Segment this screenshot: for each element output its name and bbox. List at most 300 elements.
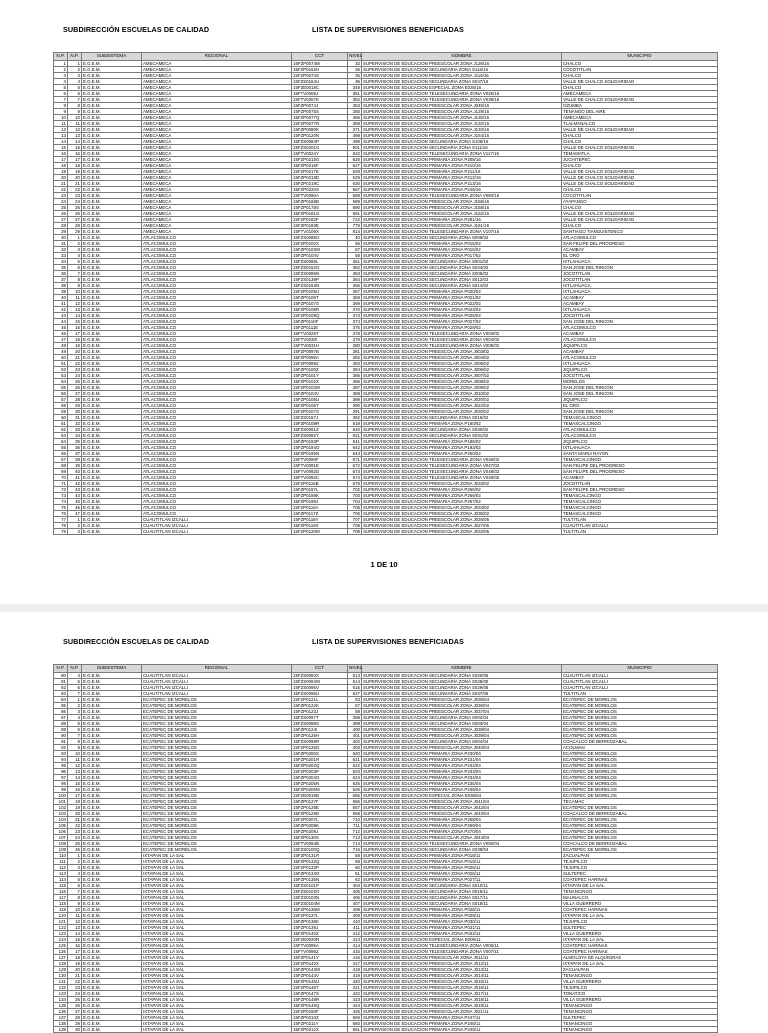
cell-regional: ATLACOMULCO [142, 492, 292, 498]
cell-nivel: 385 [348, 372, 362, 378]
cell-np: 23 [54, 192, 68, 198]
cell-nombre: SUPERVISION DE EDUCACION PREESCOLAR ZONA J006/02 [362, 366, 562, 372]
cell-cct: 15FZP0124I [292, 726, 348, 732]
cell-np-regional: 21 [68, 354, 82, 360]
cell-regional: CUAUTITLAN IZCALLI [142, 678, 292, 684]
cell-cct: 15FTV0030I [292, 336, 348, 342]
column-header-regional: REGIONAL [142, 53, 292, 61]
cell-cct: 15FZP0119X [292, 522, 348, 528]
cell-cct: 15FZP0133P [292, 864, 348, 870]
cell-nivel: 660 [348, 1020, 362, 1026]
cell-np: 120 [54, 912, 68, 918]
cell-regional: ATLACOMULCO [142, 246, 292, 252]
cell-np-regional: 14 [68, 138, 82, 144]
cell-nivel: 62 [348, 876, 362, 882]
cell-regional: AMECAMECA [142, 102, 292, 108]
cell-cct: 15FZS0201G [292, 144, 348, 150]
cell-cct: 15FZS0104M [292, 900, 348, 906]
table-row [54, 486, 718, 492]
cell-np: 80 [54, 672, 68, 678]
cell-nivel: 362 [348, 264, 362, 270]
cell-regional: AMECAMECA [142, 90, 292, 96]
cell-subsistema: E.G.E.M. [82, 846, 142, 852]
cell-np-regional: 21 [68, 972, 82, 978]
cell-cct: 15FTV0057K [292, 96, 348, 102]
cell-municipio: ACAMBAY [562, 300, 718, 306]
cell-nombre: SUPERVISION DE EDUCACION PRIMARIA ZONA P160/02 [362, 420, 562, 426]
cell-nombre: SUPERVISION DE EDUCACION TELESECUNDARIA ZONA V047/02 [362, 462, 562, 468]
cell-cct: 15FZP0118Y [292, 516, 348, 522]
cell-np: 138 [54, 1020, 68, 1026]
cell-regional: AMECAMECA [142, 168, 292, 174]
cell-np: 41 [54, 300, 68, 306]
cell-regional: ECATEPEC DE MORELOS [142, 828, 292, 834]
cell-municipio: ATLACOMULCO [562, 354, 718, 360]
cell-np: 79 [54, 528, 68, 534]
cell-cct: 15FZP0142X [292, 960, 348, 966]
cell-np: 76 [54, 510, 68, 516]
cell-np: 6 [54, 90, 68, 96]
cell-regional: ATLACOMULCO [142, 504, 292, 510]
cell-nivel: 367 [348, 288, 362, 294]
cell-regional: ATLACOMULCO [142, 456, 292, 462]
cell-cct: 15FZS0086N [292, 270, 348, 276]
cell-np-regional: 11 [68, 756, 82, 762]
cell-nivel: 59 [348, 858, 362, 864]
cell-regional: ATLACOMULCO [142, 480, 292, 486]
cell-regional: AMECAMECA [142, 198, 292, 204]
cell-nivel: 415 [348, 948, 362, 954]
cell-subsistema: E.G.E.M. [82, 1008, 142, 1014]
cell-nombre: SUPERVISION DE EDUCACION SECUNDARIA ZONA S037/05 [362, 690, 562, 696]
cell-cct: 15FZS0097T [292, 714, 348, 720]
cell-np: 112 [54, 864, 68, 870]
cell-nivel: 388 [348, 390, 362, 396]
cell-regional: CUAUTITLAN IZCALLI [142, 684, 292, 690]
cell-regional: IXTAPAN DE LA SAL [142, 1014, 292, 1020]
cell-nivel: 622 [348, 762, 362, 768]
cell-subsistema: E.G.E.M. [82, 258, 142, 264]
cell-municipio: MORELOS [562, 378, 718, 384]
cell-nivel: 420 [348, 978, 362, 984]
cell-nombre: SUPERVISION DE EDUCACION PREESCOLAR ZONA J009/02 [362, 384, 562, 390]
cell-nombre: SUPERVISION DE EDUCACION TELESECUNDARIA ZONA V046/02 [362, 456, 562, 462]
cell-subsistema: E.G.E.M. [82, 870, 142, 876]
cell-np-regional: 10 [68, 750, 82, 756]
cell-nombre: SUPERVISION DE EDUCACION SECUNDARIA ZONA S006/02 [362, 270, 562, 276]
cell-subsistema: E.G.E.M. [82, 960, 142, 966]
cell-nivel: 404 [348, 882, 362, 888]
cell-municipio: CHALCO [562, 132, 718, 138]
cell-municipio: VALLE DE CHALCO SOLIDARIDAD [562, 96, 718, 102]
table-header-row [54, 53, 718, 61]
cell-regional: IXTAPAN DE LA SAL [142, 990, 292, 996]
cell-nivel: 411 [348, 924, 362, 930]
cell-np: 115 [54, 882, 68, 888]
column-header-municipio: MUNICIPIO [562, 53, 718, 61]
cell-np-regional: 13 [68, 306, 82, 312]
cell-np: 10 [54, 114, 68, 120]
cell-np-regional: 29 [68, 402, 82, 408]
cell-cct: 15FZP0126G [292, 744, 348, 750]
cell-nivel: 387 [348, 384, 362, 390]
cell-nivel: 621 [348, 756, 362, 762]
cell-nivel: 56 [348, 240, 362, 246]
cell-np-regional: 29 [68, 1020, 82, 1026]
cell-nombre: SUPERVISION DE EDUCACION SECUNDARIA ZONA S016/02 [362, 414, 562, 420]
cell-nivel: 714 [348, 840, 362, 846]
cell-regional: IXTAPAN DE LA SAL [142, 942, 292, 948]
cell-np: 95 [54, 762, 68, 768]
cell-municipio: CUAUTITLAN IZCALLI [562, 684, 718, 690]
cell-nivel: 689 [348, 198, 362, 204]
cell-subsistema: E.G.E.M. [82, 990, 142, 996]
cell-np: 38 [54, 282, 68, 288]
cell-nombre: SUPERVISION DE EDUCACION PRIMARIA ZONA P020/02 [362, 288, 562, 294]
cell-np: 92 [54, 744, 68, 750]
cell-nombre: SUPERVISION DE EDUCACION PRIMARIA ZONA P233/04 [362, 768, 562, 774]
cell-subsistema: E.G.E.M. [82, 186, 142, 192]
cell-np-regional: 2 [68, 702, 82, 708]
cell-np-regional: 13 [68, 768, 82, 774]
cell-municipio: CHALCO [562, 204, 718, 210]
cell-np: 105 [54, 822, 68, 828]
cell-nivel: 419 [348, 972, 362, 978]
cell-np-regional: 1 [68, 60, 82, 66]
cell-nivel: 627 [348, 162, 362, 168]
cell-municipio: TENANCINGO [562, 972, 718, 978]
cell-regional: ATLACOMULCO [142, 288, 292, 294]
cell-subsistema: E.G.E.M. [82, 852, 142, 858]
cell-municipio: ACAMBAY [562, 246, 718, 252]
cell-subsistema: E.G.E.M. [82, 504, 142, 510]
cell-np: 30 [54, 234, 68, 240]
cell-cct: 15FZP0101Y [292, 372, 348, 378]
cell-regional: IXTAPAN DE LA SAL [142, 918, 292, 924]
cell-nombre: SUPERVISION DE EDUCACION PRIMARIA ZONA P193/02 [362, 444, 562, 450]
cell-subsistema: E.G.E.M. [82, 168, 142, 174]
cell-regional: AMECAMECA [142, 156, 292, 162]
cell-municipio: TENANCINGO [562, 1026, 718, 1032]
cell-cct: 15FTV0109X [292, 228, 348, 234]
cell-regional: ATLACOMULCO [142, 408, 292, 414]
cell-np-regional: 2 [68, 66, 82, 72]
cell-subsistema: E.G.E.M. [82, 462, 142, 468]
cell-municipio: SAN JOSE DEL RINCON [562, 408, 718, 414]
cell-np: 125 [54, 942, 68, 948]
cell-subsistema: E.G.E.M. [82, 150, 142, 156]
cell-subsistema: E.G.E.M. [82, 288, 142, 294]
cell-nombre: SUPERVISION DE EDUCACION PREESCOLAR ZONA J017/11 [362, 990, 562, 996]
cell-np-regional: 27 [68, 1008, 82, 1014]
cell-np: 116 [54, 888, 68, 894]
cell-regional: ATLACOMULCO [142, 444, 292, 450]
cell-cct: 15FZP0218D [292, 174, 348, 180]
cell-regional: AMECAMECA [142, 72, 292, 78]
cell-nivel: 351 [348, 90, 362, 96]
cell-subsistema: E.G.E.M. [82, 294, 142, 300]
cell-regional: ATLACOMULCO [142, 264, 292, 270]
cell-nombre: SUPERVISION DE EDUCACION PRIMARIA ZONA P268/04 [362, 816, 562, 822]
cell-np: 82 [54, 684, 68, 690]
cell-subsistema: E.G.E.M. [82, 672, 142, 678]
cell-regional: CUAUTITLAN IZCALLI [142, 522, 292, 528]
cell-np: 117 [54, 894, 68, 900]
cell-nombre: SUPERVISION DE EDUCACION PREESCOLAR ZONA J007/02 [362, 372, 562, 378]
cell-subsistema: E.G.E.M. [82, 834, 142, 840]
cell-nombre: SUPERVISION DE EDUCACION PREESCOLAR ZONA J116/16 [362, 72, 562, 78]
cell-np-regional: 5 [68, 258, 82, 264]
cell-nombre: SUPERVISION DE EDUCACION PREESCOLAR ZONA J003/02 [362, 348, 562, 354]
cell-np-regional: 45 [68, 498, 82, 504]
cell-np: 55 [54, 384, 68, 390]
cell-cct: 15FZP0074M [292, 60, 348, 66]
cell-np: 75 [54, 504, 68, 510]
cell-subsistema: E.G.E.M. [82, 822, 142, 828]
cell-np-regional: 11 [68, 120, 82, 126]
cell-nivel: 621 [348, 432, 362, 438]
cell-nivel: 657 [348, 186, 362, 192]
cell-nombre: SUPERVISION DE EDUCACION PRIMARIA ZONA P211/16 [362, 168, 562, 174]
cell-nivel: 390 [348, 402, 362, 408]
cell-nombre: SUPERVISION DE EDUCACION PREESCOLAR ZONA J034/02 [362, 504, 562, 510]
cell-subsistema: E.G.E.M. [82, 438, 142, 444]
cell-subsistema: E.G.E.M. [82, 882, 142, 888]
cell-regional: ATLACOMULCO [142, 402, 292, 408]
cell-municipio: ATLACOMULCO [562, 426, 718, 432]
cell-nombre: SUPERVISION DE EDUCACION SECUNDARIA ZONA S030/02 [362, 426, 562, 432]
cell-nombre: SUPERVISION DE EDUCACION PREESCOLAR ZONA J154/16 [362, 132, 562, 138]
cell-np-regional: 18 [68, 336, 82, 342]
cell-regional: IXTAPAN DE LA SAL [142, 936, 292, 942]
cell-nombre: SUPERVISION DE EDUCACION PRIMARIA ZONA P208/16 [362, 156, 562, 162]
cell-np-regional: 19 [68, 168, 82, 174]
cell-subsistema: E.G.E.M. [82, 732, 142, 738]
cell-regional: ATLACOMULCO [142, 306, 292, 312]
cell-municipio: COATEPEC HARINAS [562, 948, 718, 954]
cell-np-regional: 20 [68, 174, 82, 180]
cell-cct: 15FZP0136M [292, 906, 348, 912]
cell-cct: 15FTV0029T [292, 330, 348, 336]
cell-regional: ECATEPEC DE MORELOS [142, 732, 292, 738]
cell-cct: 15FZP0110F [292, 318, 348, 324]
cell-nivel: 36 [348, 66, 362, 72]
cell-municipio: SAN JOSE DEL RINCON [562, 264, 718, 270]
cell-cct: 15FZP0220S [292, 186, 348, 192]
cell-np: 94 [54, 756, 68, 762]
cell-np-regional: 7 [68, 888, 82, 894]
cell-np-regional: 16 [68, 786, 82, 792]
cell-nivel: 705 [348, 504, 362, 510]
cell-municipio: AMECAMECA [562, 114, 718, 120]
cell-nombre: SUPERVISION DE EDUCACION SECUNDARIA ZONA S047/16 [362, 78, 562, 84]
cell-nivel: 418 [348, 966, 362, 972]
cell-regional: ATLACOMULCO [142, 270, 292, 276]
cell-regional: CUAUTITLAN IZCALLI [142, 528, 292, 534]
cell-nombre: SUPERVISION DE EDUCACION TELESECUNDARIA ZONA V117/16 [362, 150, 562, 156]
cell-nombre: SUPERVISION DE EDUCACION PRIMARIA ZONA P246/16 [362, 186, 562, 192]
column-header-nombre: NOMBRE [362, 53, 562, 61]
page-header-left: SUBDIRECCIÓN ESCUELAS DE CALIDAD [63, 25, 210, 34]
cell-nombre: SUPERVISION DE EDUCACION PRIMARIA ZONA P231/04 [362, 756, 562, 762]
cell-regional: IXTAPAN DE LA SAL [142, 912, 292, 918]
cell-subsistema: E.G.E.M. [82, 354, 142, 360]
cell-municipio: ECATEPEC DE MORELOS [562, 804, 718, 810]
cell-cct: 15FZP0131R [292, 852, 348, 858]
cell-regional: IXTAPAN DE LA SAL [142, 882, 292, 888]
table-body [54, 60, 718, 534]
cell-nombre: SUPERVISION DE EDUCACION PREESCOLAR ZONA J011/11 [362, 954, 562, 960]
cell-municipio: ACAMBAY [562, 348, 718, 354]
cell-nombre: SUPERVISION DE EDUCACION PRIMARIA ZONA P025/11 [362, 864, 562, 870]
cell-subsistema: E.G.E.M. [82, 282, 142, 288]
cell-nivel: 601 [348, 144, 362, 150]
cell-nombre: SUPERVISION DE EDUCACION PRIMARIA ZONA P032/11 [362, 930, 562, 936]
document-page-2 [0, 612, 768, 1032]
cell-np: 137 [54, 1014, 68, 1020]
cell-nombre: SUPERVISION DE EDUCACION PREESCOLAR ZONA J020/02 [362, 396, 562, 402]
cell-np: 67 [54, 456, 68, 462]
cell-np: 48 [54, 342, 68, 348]
cell-municipio: TEJUPILCO [562, 858, 718, 864]
cell-nivel: 711 [348, 822, 362, 828]
cell-municipio: ECATEPEC DE MORELOS [562, 786, 718, 792]
cell-subsistema: E.G.E.M. [82, 138, 142, 144]
cell-nombre: SUPERVISION DE EDUCACION PREESCOLAR ZONA J040/04 [362, 744, 562, 750]
cell-subsistema: E.G.E.M. [82, 714, 142, 720]
cell-np: 62 [54, 426, 68, 432]
cell-np-regional: 6 [68, 90, 82, 96]
cell-regional: IXTAPAN DE LA SAL [142, 948, 292, 954]
cell-nombre: SUPERVISION DE EDUCACION PREESCOLAR ZONA J015/11 [362, 978, 562, 984]
cell-np-regional: 13 [68, 924, 82, 930]
cell-np: 74 [54, 498, 68, 504]
cell-subsistema: E.G.E.M. [82, 408, 142, 414]
cell-nivel: 353 [348, 102, 362, 108]
cell-cct: 15FZP0208K [292, 822, 348, 828]
cell-np: 13 [54, 132, 68, 138]
cell-nombre: SUPERVISION DE EDUCACION PREESCOLAR ZONA J019/11 [362, 1002, 562, 1008]
cell-regional: AMECAMECA [142, 186, 292, 192]
cell-regional: ATLACOMULCO [142, 510, 292, 516]
cell-municipio: TENANGO DEL AIRE [562, 108, 718, 114]
table-body [54, 672, 718, 1032]
cell-subsistema: E.G.E.M. [82, 246, 142, 252]
cell-np-regional: 2 [68, 522, 82, 528]
cell-regional: ATLACOMULCO [142, 282, 292, 288]
cell-subsistema: E.G.E.M. [82, 444, 142, 450]
cell-municipio: COCOTITLAN [562, 66, 718, 72]
cell-municipio: ECATEPEC DE MORELOS [562, 708, 718, 714]
cell-regional: AMECAMECA [142, 204, 292, 210]
cell-nombre: SUPERVISION DE EDUCACION PREESCOLAR ZONA J158/16 [362, 204, 562, 210]
cell-regional: ATLACOMULCO [142, 324, 292, 330]
cell-cct: 15FZP0200S [292, 750, 348, 756]
cell-nombre: SUPERVISION DE EDUCACION PRIMARIA ZONA P265/02 [362, 486, 562, 492]
cell-nombre: SUPERVISION DE EDUCACION PRIMARIA ZONA P027/11 [362, 876, 562, 882]
cell-cct: 15FZP0128E [292, 804, 348, 810]
cell-subsistema: E.G.E.M. [82, 210, 142, 216]
cell-nombre: SUPERVISION DE EDUCACION PRIMARIA ZONA P250/02 [362, 450, 562, 456]
cell-nivel: 626 [348, 786, 362, 792]
cell-subsistema: E.G.E.M. [82, 264, 142, 270]
cell-np: 5 [54, 84, 68, 90]
cell-subsistema: E.G.E.M. [82, 696, 142, 702]
cell-nivel: 706 [348, 510, 362, 516]
cell-cct: 15FZS0164U [292, 78, 348, 84]
cell-nombre: SUPERVISION DE EDUCACION SECUNDARIA ZONA S028/05 [362, 678, 562, 684]
cell-nombre: SUPERVISION DE EDUCACION TELESECUNDARIA ZONA V004/02 [362, 336, 562, 342]
cell-np: 102 [54, 804, 68, 810]
cell-cct: 15FZP0182F [292, 216, 348, 222]
cell-regional: ATLACOMULCO [142, 432, 292, 438]
cell-np: 60 [54, 414, 68, 420]
cell-np: 70 [54, 474, 68, 480]
cell-np-regional: 20 [68, 348, 82, 354]
cell-np-regional: 17 [68, 330, 82, 336]
cell-cct: 15FZP0106T [292, 294, 348, 300]
cell-municipio: CUAUTITLAN IZCALLI [562, 522, 718, 528]
cell-nivel: 702 [348, 486, 362, 492]
cell-nivel: 352 [348, 96, 362, 102]
supervisions-table [53, 52, 718, 535]
cell-regional: ATLACOMULCO [142, 300, 292, 306]
cell-subsistema: E.G.E.M. [82, 228, 142, 234]
cell-nivel: 625 [348, 780, 362, 786]
cell-municipio: ACAMBAY [562, 294, 718, 300]
cell-municipio: EL ORO [562, 252, 718, 258]
cell-nivel: 704 [348, 498, 362, 504]
cell-subsistema: E.G.E.M. [82, 96, 142, 102]
cell-np: 124 [54, 936, 68, 942]
cell-np-regional: 16 [68, 942, 82, 948]
cell-nombre: SUPERVISION DE EDUCACION TELESECUNDARIA ZONA V007/11 [362, 948, 562, 954]
cell-np: 21 [54, 180, 68, 186]
cell-np: 132 [54, 984, 68, 990]
cell-municipio: JIQUIPILCO [562, 438, 718, 444]
cell-nombre: SUPERVISION DE EDUCACION SECUNDARIA ZONA S017/11 [362, 894, 562, 900]
cell-nivel: 403 [348, 744, 362, 750]
cell-nombre: SUPERVISION DE EDUCACION PREESCOLAR ZONA J018/11 [362, 996, 562, 1002]
cell-np-regional: 22 [68, 822, 82, 828]
cell-np-regional: 13 [68, 132, 82, 138]
cell-np-regional: 7 [68, 270, 82, 276]
cell-nivel: 615 [348, 684, 362, 690]
cell-nivel: 657 [348, 804, 362, 810]
cell-subsistema: E.G.E.M. [82, 216, 142, 222]
cell-cct: 15FZP0209J [292, 828, 348, 834]
cell-municipio: OZUMBA [562, 102, 718, 108]
cell-cct: 15FZS0139P [292, 276, 348, 282]
cell-municipio: ECATEPEC DE MORELOS [562, 696, 718, 702]
cell-cct: 15FZP0217E [292, 168, 348, 174]
cell-np: 25 [54, 204, 68, 210]
cell-nivel: 356 [348, 114, 362, 120]
cell-nombre: SUPERVISION DE EDUCACION PREESCOLAR ZONA J026/05 [362, 516, 562, 522]
cell-np-regional: 7 [68, 732, 82, 738]
cell-municipio: SAN FELIPE DEL PROGRESO [562, 468, 718, 474]
cell-municipio: TONATICO [562, 990, 718, 996]
cell-nombre: SUPERVISION DE EDUCACION SECUNDARIA ZONA S039/04 [362, 846, 562, 852]
cell-nombre: SUPERVISION DE EDUCACION SECUNDARIA ZONA S010/11 [362, 882, 562, 888]
cell-cct: 15FZP0162H [292, 66, 348, 72]
cell-regional: ATLACOMULCO [142, 258, 292, 264]
table-row [54, 126, 718, 132]
cell-cct: 15FZP0194O [292, 444, 348, 450]
cell-nombre: SUPERVISION DE EDUCACION PRIMARIA ZONA P247/11 [362, 1014, 562, 1020]
cell-np: 27 [54, 216, 68, 222]
cell-regional: IXTAPAN DE LA SAL [142, 852, 292, 858]
